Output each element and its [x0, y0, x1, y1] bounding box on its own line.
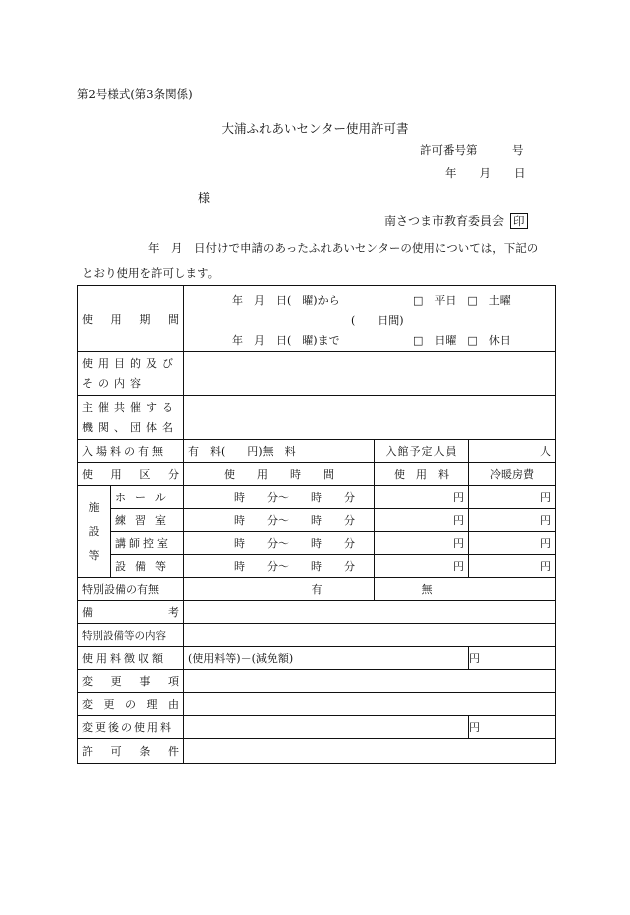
- facility-row: [78, 486, 556, 509]
- period-label: 使 用 期 間: [78, 286, 184, 352]
- usage-header-row: [78, 463, 556, 486]
- facility-time[interactable]: 時 分～ 時 分: [184, 555, 375, 578]
- facility-aircon[interactable]: 円: [469, 532, 556, 555]
- facility-time[interactable]: 時 分～ 時 分: [184, 509, 375, 532]
- change-reason-label: 変 更 の 理 由: [78, 693, 184, 716]
- permit-number: 許可番号第 号: [420, 143, 524, 157]
- facility-aircon[interactable]: 円: [469, 555, 556, 578]
- usage-label: 使 用 区 分: [78, 463, 184, 486]
- permit-table: [77, 285, 556, 764]
- change-reason-field[interactable]: [184, 693, 556, 716]
- issuer-name: 南さつま市教育委員会: [384, 214, 505, 228]
- special-content-row: [78, 624, 556, 647]
- facility-time[interactable]: 時 分～ 時 分: [184, 532, 375, 555]
- special-equipment-label: 特別設備の有無: [78, 578, 184, 601]
- attendance-field[interactable]: 人: [469, 440, 556, 463]
- fee-after-change-field[interactable]: [184, 716, 469, 739]
- period-row: [78, 286, 556, 352]
- facility-row: [78, 509, 556, 532]
- conditions-row: [78, 739, 556, 764]
- fee-collection-label: 使用料徴収額: [78, 647, 184, 670]
- seal-mark: 印: [510, 213, 528, 229]
- facility-name: ホール: [111, 486, 184, 509]
- special-equipment-yes[interactable]: 有: [184, 578, 375, 601]
- issue-date: 年 月 日: [445, 166, 526, 180]
- organizer-label: 主催共催する機関、団体名: [78, 396, 184, 440]
- purpose-field[interactable]: [184, 352, 556, 396]
- fee-collection-unit[interactable]: 円: [469, 647, 556, 670]
- weekday-checkboxes[interactable]: □ 平日 □ 土曜: [413, 293, 511, 307]
- facility-time[interactable]: 時 分～ 時 分: [184, 486, 375, 509]
- document-title: 大浦ふれあいセンター使用許可書: [221, 121, 409, 136]
- admission-label: 入場料の有無: [78, 440, 184, 463]
- special-content-field[interactable]: [184, 624, 556, 647]
- aircon-header: 冷暖房費: [469, 463, 556, 486]
- facility-fee[interactable]: 円: [375, 486, 469, 509]
- change-items-field[interactable]: [184, 670, 556, 693]
- organizer-field[interactable]: [184, 396, 556, 440]
- fee-header: 使 用 料: [375, 463, 469, 486]
- period-cell: [184, 286, 556, 352]
- facility-row: [78, 555, 556, 578]
- facility-aircon[interactable]: 円: [469, 486, 556, 509]
- fee-after-change-label: 変更後の使用料: [78, 716, 184, 739]
- fee-collection-row: [78, 647, 556, 670]
- special-content-label: 特別設備等の内容: [78, 624, 184, 647]
- facility-label: 施設等: [78, 486, 111, 578]
- issuer: [384, 212, 528, 229]
- facility-fee[interactable]: 円: [375, 555, 469, 578]
- time-header: 使 用 時 間: [184, 463, 375, 486]
- organizer-row: [78, 396, 556, 440]
- facility-aircon[interactable]: 円: [469, 509, 556, 532]
- facility-name: 講師控室: [111, 532, 184, 555]
- fee-after-change-row: [78, 716, 556, 739]
- period-days: ( 日間): [351, 313, 404, 327]
- fee-collection-formula: (使用料等)－(減免額): [184, 647, 469, 670]
- special-equipment-row: [78, 578, 556, 601]
- change-items-label: 変 更 事 項: [78, 670, 184, 693]
- conditions-field[interactable]: [184, 739, 556, 764]
- remarks-label: 備 考: [78, 601, 184, 624]
- remarks-field[interactable]: [184, 601, 556, 624]
- period-from: 年 月 日( 曜)から: [232, 293, 340, 307]
- change-items-row: [78, 670, 556, 693]
- change-reason-row: [78, 693, 556, 716]
- period-to: 年 月 日( 曜)まで: [232, 333, 340, 347]
- holiday-checkboxes[interactable]: □ 日曜 □ 休日: [413, 333, 511, 347]
- facility-name: 練習室: [111, 509, 184, 532]
- body-text-line2: とおり使用を許可します。: [82, 266, 220, 280]
- facility-fee[interactable]: 円: [375, 532, 469, 555]
- facility-fee[interactable]: 円: [375, 509, 469, 532]
- purpose-row: [78, 352, 556, 396]
- attendance-label: 入館予定人員: [375, 440, 469, 463]
- admission-value[interactable]: 有 料( 円)無 料: [184, 440, 375, 463]
- conditions-label: 許 可 条 件: [78, 739, 184, 764]
- fee-after-change-unit: 円: [469, 716, 556, 739]
- addressee: 様: [198, 191, 211, 205]
- purpose-label: 使用目的及びその内容: [78, 352, 184, 396]
- special-equipment-no[interactable]: 無: [375, 578, 556, 601]
- facility-name: 設備等: [111, 555, 184, 578]
- body-text-line1: 年 月 日付けで申請のあったふれあいセンターの使用については，下記の: [148, 241, 539, 255]
- facility-row: [78, 532, 556, 555]
- form-number: 第2号様式(第3条関係): [77, 87, 193, 101]
- admission-row: [78, 440, 556, 463]
- remarks-row: [78, 601, 556, 624]
